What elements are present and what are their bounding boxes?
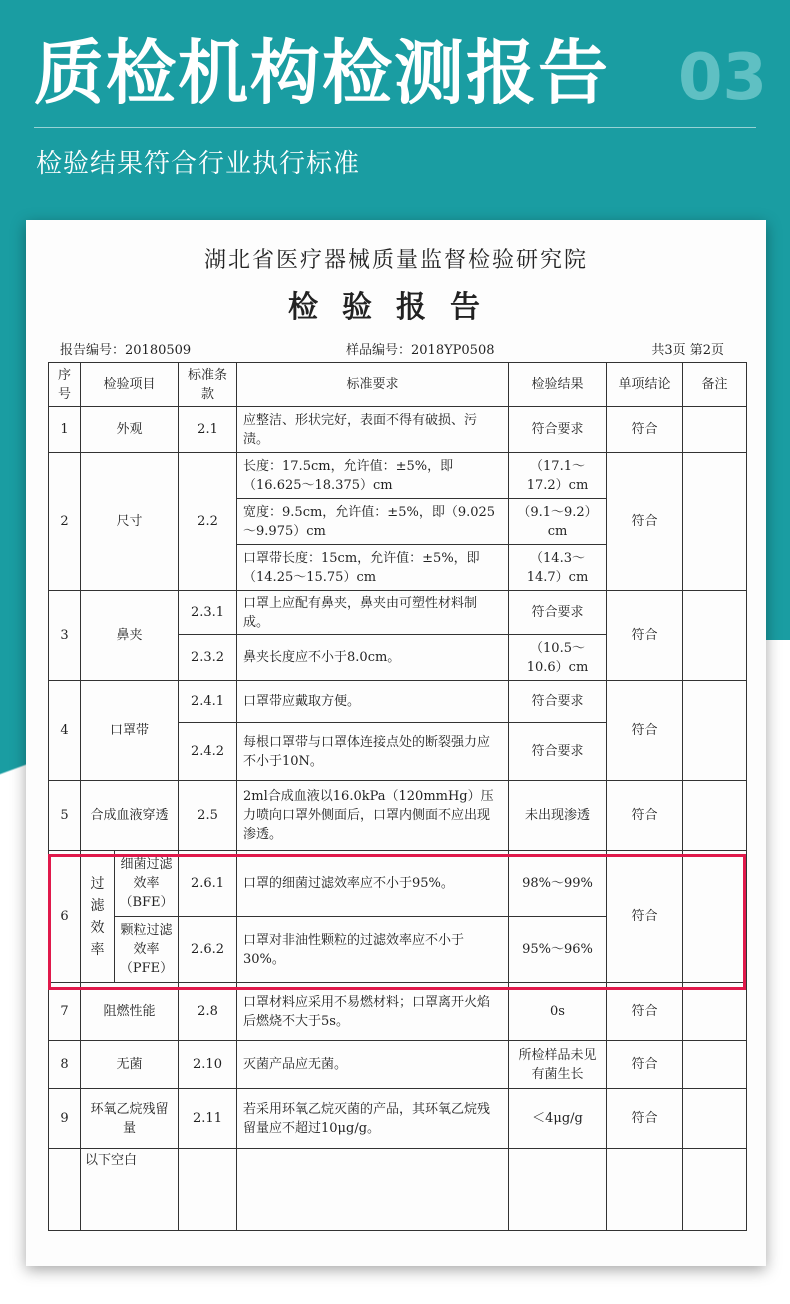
col-header-conclusion: 单项结论 [607,363,683,407]
test-item-vertical: 过滤效率 [90,875,105,958]
test-result: （17.1～17.2）cm [509,453,607,499]
page-title: 质检机构检测报告 [34,32,610,114]
col-header-result: 检验结果 [509,363,607,407]
conclusion [607,1149,683,1231]
institute-name: 湖北省医疗器械质量监督检验研究院 [203,248,588,273]
remark [683,851,747,983]
standard-clause: 2.5 [179,781,237,851]
remark [683,453,747,591]
table-row [49,983,747,1041]
report-title: 检验报告 [288,290,504,325]
row-number: 4 [49,681,81,781]
conclusion: 符合 [607,591,683,681]
conclusion: 符合 [607,1089,683,1149]
requirement: 应整洁、形状完好，表面不得有破损、污渍。 [237,407,509,453]
test-item: 阻燃性能 [81,983,179,1041]
report-table [48,362,747,1231]
test-result: （10.5～10.6）cm [509,635,607,681]
col-header-requirement: 标准要求 [237,363,509,407]
requirement: 每根口罩带与口罩体连接点处的断裂强力应不小于10N。 [237,723,509,781]
row-number: 5 [49,781,81,851]
test-result: ＜4μg/g [509,1089,607,1149]
requirement: 2ml合成血液以16.0kPa（120mmHg）压力喷向口罩外侧面后，口罩内侧面不应出现渗透。 [237,781,509,851]
conclusion: 符合 [607,983,683,1041]
row-number: 9 [49,1089,81,1149]
remark [683,1149,747,1231]
table-row [49,591,747,635]
col-header-remark: 备注 [683,363,747,407]
table-row [49,1089,747,1149]
test-result: （14.3～14.7）cm [509,545,607,591]
conclusion: 符合 [607,851,683,983]
remark [683,407,747,453]
test-result: 符合要求 [509,681,607,723]
test-item: 外观 [81,407,179,453]
row-number: 7 [49,983,81,1041]
test-item: 合成血液穿透 [81,781,179,851]
test-item: 无菌 [81,1041,179,1089]
standard-clause: 2.10 [179,1041,237,1089]
table-row-blank [49,1149,747,1231]
section-number: 03 [678,41,768,115]
standard-clause: 2.1 [179,407,237,453]
conclusion: 符合 [607,1041,683,1089]
row-number: 1 [49,407,81,453]
standard-clause: 2.4.1 [179,681,237,723]
row-number: 6 [49,851,81,983]
requirement: 口罩上应配有鼻夹，鼻夹由可塑性材料制成。 [237,591,509,635]
test-result: 所检样品未见有菌生长 [509,1041,607,1089]
requirement: 长度：17.5cm，允许值：±5%，即（16.625～18.375）cm [237,453,509,499]
table-row [49,851,747,917]
table-header-row [49,363,747,407]
test-result: 98%～99% [509,851,607,917]
requirement: 口罩带应戴取方便。 [237,681,509,723]
col-header-item: 检验项目 [81,363,179,407]
test-result: 符合要求 [509,723,607,781]
blank-note: 以下空白 [81,1149,179,1231]
standard-clause: 2.3.2 [179,635,237,681]
page-subtitle: 检验结果符合行业执行标准 [36,149,361,179]
requirement: 鼻夹长度应不小于8.0cm。 [237,635,509,681]
header-divider [34,127,756,128]
standard-clause: 2.11 [179,1089,237,1149]
sub-item: 细菌过滤效率（BFE） [115,851,179,917]
row-number: 3 [49,591,81,681]
report-number: 报告编号：20180509 [60,343,192,358]
col-header-clause: 标准条款 [179,363,237,407]
col-header-no: 序号 [49,363,81,407]
requirement: 宽度：9.5cm，允许值：±5%，即（9.025～9.975）cm [237,499,509,545]
remark [683,983,747,1041]
test-result: 未出现渗透 [509,781,607,851]
page-info: 共3页 第2页 [651,343,724,358]
requirement: 口罩的细菌过滤效率应不小于95%。 [237,851,509,917]
requirement: 口罩材料应采用不易燃材料；口罩离开火焰后燃烧不大于5s。 [237,983,509,1041]
report-document [26,220,766,1266]
test-result: （9.1～9.2）cm [509,499,607,545]
requirement: 若采用环氧乙烷灭菌的产品，其环氧乙烷残留量应不超过10μg/g。 [237,1089,509,1149]
test-item: 尺寸 [81,453,179,591]
row-number [49,1149,81,1231]
requirement: 口罩带长度：15cm，允许值：±5%，即（14.25～15.75）cm [237,545,509,591]
test-item: 口罩带 [81,681,179,781]
test-result: 符合要求 [509,591,607,635]
row-number: 2 [49,453,81,591]
table-row [49,781,747,851]
remark [683,781,747,851]
table-row [49,407,747,453]
remark [683,591,747,681]
test-item [81,851,115,983]
conclusion: 符合 [607,681,683,781]
test-item: 环氧乙烷残留量 [81,1089,179,1149]
remark [683,1089,747,1149]
remark [683,1041,747,1089]
test-result: 0s [509,983,607,1041]
conclusion: 符合 [607,407,683,453]
test-result: 95%～96% [509,917,607,983]
table-row [49,1041,747,1089]
requirement [237,1149,509,1231]
test-result [509,1149,607,1231]
test-item: 鼻夹 [81,591,179,681]
conclusion: 符合 [607,781,683,851]
conclusion: 符合 [607,453,683,591]
standard-clause [179,1149,237,1231]
standard-clause: 2.6.1 [179,851,237,917]
sample-number: 样品编号：2018YP0508 [346,343,495,358]
standard-clause: 2.3.1 [179,591,237,635]
table-row [49,453,747,499]
standard-clause: 2.2 [179,453,237,591]
standard-clause: 2.4.2 [179,723,237,781]
table-row [49,681,747,723]
standard-clause: 2.6.2 [179,917,237,983]
remark [683,681,747,781]
sub-item: 颗粒过滤效率（PFE） [115,917,179,983]
row-number: 8 [49,1041,81,1089]
requirement: 口罩对非油性颗粒的过滤效率应不小于30%。 [237,917,509,983]
standard-clause: 2.8 [179,983,237,1041]
requirement: 灭菌产品应无菌。 [237,1041,509,1089]
test-result: 符合要求 [509,407,607,453]
